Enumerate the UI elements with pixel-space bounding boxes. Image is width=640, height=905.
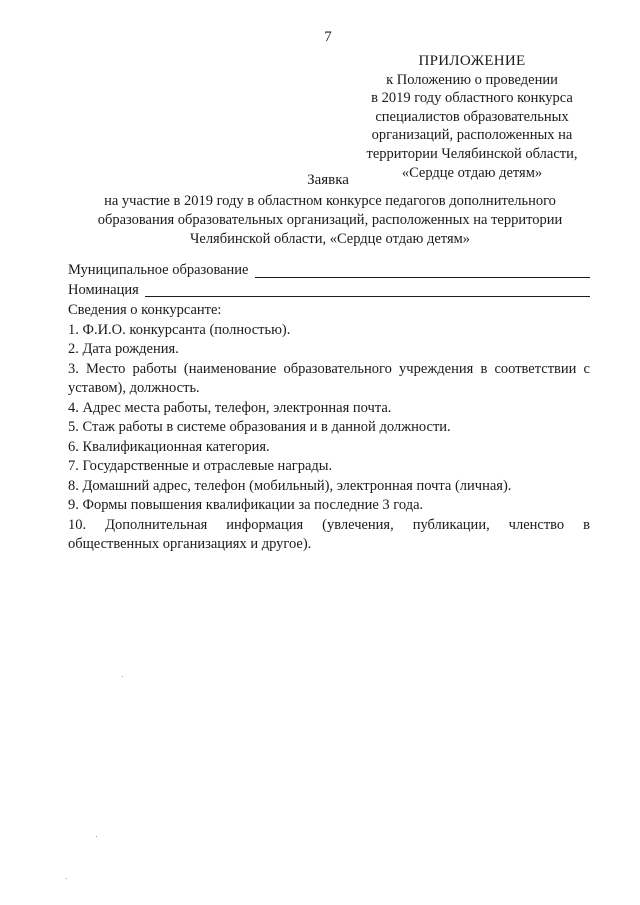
- list-item-continuation: уставом), должность.: [68, 380, 200, 396]
- list-item: 6. Квалификационная категория.: [68, 438, 270, 455]
- subtitle-line: образования образовательных организаций, расположенных на территории: [97, 212, 563, 228]
- nomination-blank-line[interactable]: [145, 282, 590, 297]
- municipality-label: Муниципальное образование: [68, 262, 249, 278]
- list-item: 9. Формы повышения квалификации за последние 3 года.: [68, 497, 424, 513]
- appendix-line: «Сердце отдаю детям»: [401, 164, 543, 181]
- document-title: Заявка: [307, 172, 349, 188]
- nomination-field[interactable]: [68, 281, 590, 301]
- list-item: 10. Дополнительная информация (увлечения, публикации, членство в: [68, 516, 590, 533]
- scan-speck: [66, 878, 67, 879]
- scan-speck: [96, 836, 97, 837]
- info-heading: Сведения о конкурсанте:: [68, 302, 222, 318]
- nomination-label: Номинация: [68, 281, 139, 298]
- list-item: 5. Стаж работы в системе образования и в данной должности.: [68, 419, 451, 435]
- list-item: 7. Государственные и отраслевые награды.: [68, 458, 333, 474]
- appendix-line: территории Челябинской области,: [366, 145, 578, 162]
- appendix-line: в 2019 году областного конкурса: [371, 90, 573, 107]
- page-number: 7: [324, 29, 332, 45]
- list-item: 3. Место работы (наименование образовательного учреждения в соответствии с: [68, 360, 590, 377]
- application-form: [68, 261, 590, 555]
- list-item: 4. Адрес места работы, телефон, электронная почта.: [68, 399, 392, 416]
- municipality-blank-line[interactable]: [255, 263, 591, 278]
- list-item: 2. Дата рождения.: [68, 341, 179, 357]
- list-item: 1. Ф.И.О. конкурсанта (полностью).: [68, 321, 291, 338]
- scan-speck: [122, 676, 123, 677]
- list-item-continuation: общественных организациях и другое).: [68, 536, 312, 552]
- list-item: 8. Домашний адрес, телефон (мобильный), электронная почта (личная).: [68, 477, 512, 494]
- appendix-line: специалистов образовательных: [375, 108, 569, 125]
- municipality-field[interactable]: [68, 261, 590, 281]
- appendix-line: организаций, расположенных на: [371, 127, 573, 144]
- subtitle-line: Челябинской области, «Сердце отдаю детям»: [189, 231, 471, 247]
- appendix-line: к Положению о проведении: [386, 71, 558, 88]
- document-subtitle: [70, 192, 590, 249]
- appendix-block: [352, 52, 592, 182]
- subtitle-line: на участие в 2019 году в областном конкурсе педагогов дополнительного: [104, 193, 556, 209]
- appendix-heading: ПРИЛОЖЕНИЕ: [418, 53, 526, 69]
